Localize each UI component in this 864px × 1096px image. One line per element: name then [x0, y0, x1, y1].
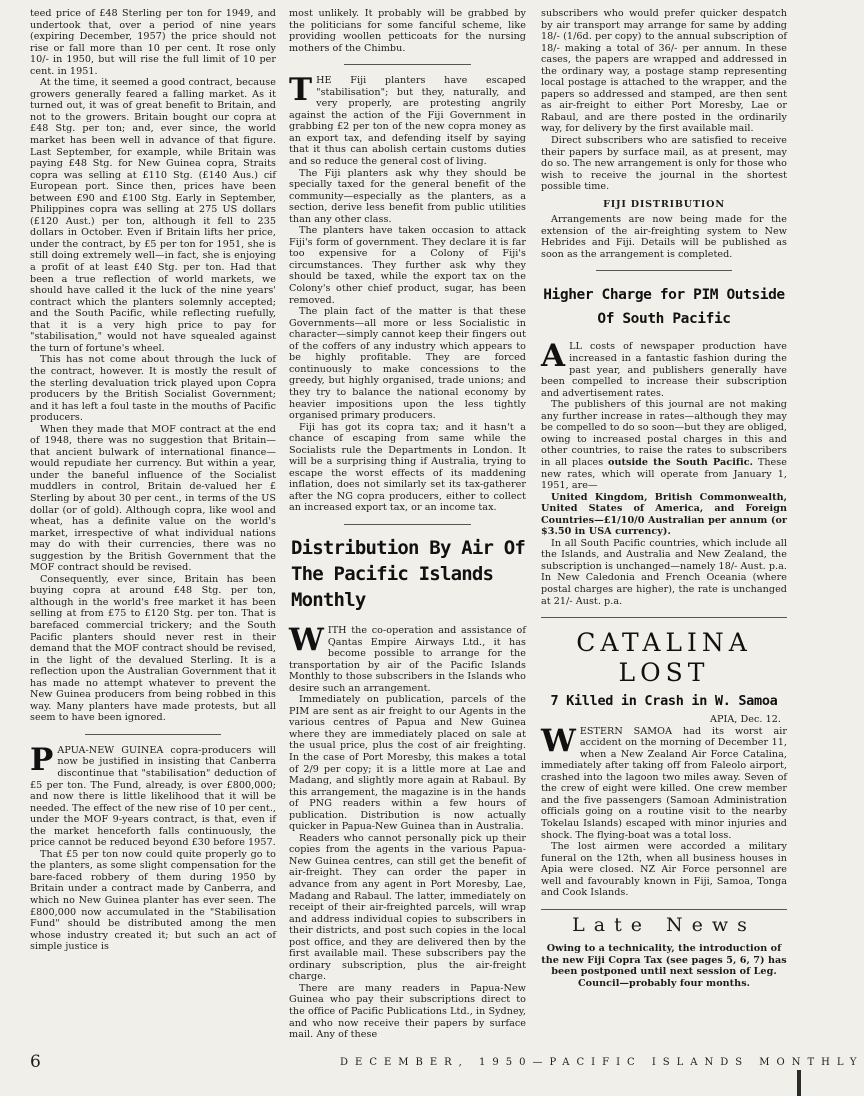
- drop-cap-paragraph: [289, 72, 526, 168]
- drop-cap: W: [541, 722, 576, 759]
- paragraph-text: These new rates, which will operate from January 1, 1951, are—: [541, 456, 787, 492]
- paragraph: The lost airmen were accorded a military funeral on the 12th, when all business houses in Apia were closed. NZ Air Force personnel are well and favourably known in Fiji, Samoa, Tonga and Cook Islands.: [541, 841, 787, 899]
- drop-cap: A: [541, 338, 566, 375]
- page-number: 6: [30, 1052, 41, 1072]
- paragraph: Consequently, ever since, Britain has been buying copra at around £48 Stg. per ton, although in the world's free market it has been selling at from £75 to £120 Stg. per ton. That is barefaced commercial trickery; and the South Pacific planters should never rest in their demand that the MOF contract should be revised, in the light of the devalued Sterling. It is a reflection upon the Australian Government that it has made no attempt whatever to prevent the New Guinea producers from being robbed in this way. Many planters have made protests, but all seem to have been ignored.: [30, 573, 276, 724]
- paragraph: In all South Pacific countries, which include all the Islands, and Australia and New Zealand, the subscription is unchanged—namely 18/- Aust. p.a. In New Caledonia and French Oceania (where postal charges are higher), the rate is unchanged at 21/- Aust. p.a.: [541, 537, 787, 607]
- section-subheading: FIJI DISTRIBUTION: [603, 198, 725, 210]
- late-news-text: Owing to a technicality, the introduction of the new Fiji Copra Tax (see pages 5, 6, 7) has been postponed until next session of Leg. Council—probably four months.: [541, 943, 787, 989]
- paragraph: subscribers who would prefer quicker despatch by air transport may arrange for same by adding 18/- (1/6d. per copy) to the annual subscription of 18/- making a total of 36/- per annum. In these cases, the papers are wrapped and addressed in the ordinary way, a postage stamp representing local postage is attached to the wrapper, and the papers so addressed and stamped, are then sent as air-freight to either Port Moresby, Lae or Rabaul, and are there posted in the ordinarily way, for delivery by the first available mail.: [541, 8, 787, 135]
- divider: [85, 734, 221, 735]
- column-2: [289, 8, 526, 1041]
- paragraph-text: ESTERN SAMOA had its worst air accident on the morning of December 11, when a New Zealand Air Force Catalina, immediately after taking off from Faleolo airport, crashed into the lagoon two miles away. Seven of the crew of eight were killed. One crew member and the five passengers (Samoan Administration officials going on a routine visit to the nearby Tokelau Islands) escaped with minor injuries and shock. The flying-boat was a total loss.: [541, 725, 787, 841]
- divider: [541, 909, 787, 910]
- emphasis-text: outside the South Pacific.: [608, 456, 754, 468]
- divider: [541, 617, 787, 618]
- drop-cap-paragraph: [289, 621, 526, 694]
- paragraph-text: The publishers of this journal are not making any further increase in rates—although they may be compelled to do so soon—but they are obliged, owing to increased postal charges in this and other countries, to raise the rates to subscribers in all places: [541, 399, 787, 468]
- paragraph: Immediately on publication, parcels of the PIM are sent as air freight to our Agents in the various centres of Papua and New Guinea where they are immediately placed on sale at the usual price, plus the cost of air freighting. In the case of Port Moresby, this makes a total of 2/9 per copy; it is a little more at Lae and Madang, and slightly more again at Rabaul. By this arrangement, the magazine is in the hands of PNG readers within a few hours of publication. Distribution is now actually quicker in Papua-New Guinea than in Australia.: [289, 694, 526, 833]
- drop-cap: P: [30, 741, 54, 778]
- divider: [344, 524, 471, 525]
- folio-line: DECEMBER, 1950—PACIFIC ISLANDS MONTHLY: [340, 1057, 864, 1068]
- paragraph: The plain fact of the matter is that these Governments—all more or less Socialistic in character—simply cannot keep their fingers out of the coffers of any industry which appears to be highly profitable. They are forced continuously to make concessions to the greedy, but highly organised, trade unions; and they try to balance the national economy by heavier impositions upon the less tightly organised primary producers.: [289, 306, 526, 422]
- column-3: [541, 8, 787, 990]
- divider: [596, 270, 732, 271]
- paragraph: Direct subscribers who are satisfied to receive their papers by surface mail, as at present, may do so. The new arrangement is only for those who wish to receive the journal in the shortest possible time.: [541, 135, 788, 193]
- paragraph: When they made that MOF contract at the end of 1948, there was no suggestion that Britain—that ancient bulwark of international finance—would repudiate her currency. But within a year, under the baneful influence of the Socialist muddlers in control, Britain de-valued her £ Sterling by about 30 per cent., in terms of the US dollar (or of gold). Although copra, like wool and wheat, has a definite value on the world's market, irrespective of what individual nations may do with their currencies, there was no suggestion by the British Government that the MOF contract should be revised.: [30, 423, 276, 574]
- paragraph: At the time, it seemed a good contract, because growers generally feared a falling market. As it turned out, it was of great benefit to Britain, and not to the growers. Britain bought our copra at £48 Stg. per ton; and, ever since, the world market has been well in advance of that figure. Last September, for example, while Britain was paying £48 Stg. for New Guinea copra, Straits copra was selling at £110 Stg. (£140 Aus.) cif European port. Since then, prices have been between £90 and £100 Stg. Early in September, Philippines copra was selling at 275 US dollars (£120 Aust.) per ton, although it fell to 235 dollars in October. Even if Britain lifts her price, under the contract, by £5 per ton for 1951, she is still doing extremely well—in fact, she is enjoying a profit of at least £40 Stg. per ton. Had that been a true reflection of world markets, we should have called it the luck of the nine years' contract which the planters solemnly accepted; and the South Pacific, while reflecting ruefully, that it is a very high price to pay for "stabilisation," would not have squealed against the turn of fortune's wheel.: [30, 77, 276, 354]
- paragraph: This has not come about through the luck of the contract, however. It is mostly the result of the sterling devaluation trick played upon Copra producers by the British Socialist Government; and it has left a foul taste in the mouths of Pacific producers.: [30, 354, 276, 424]
- paragraph: teed price of £48 Sterling per ton for 1949, and undertook that, over a period of nine years (expiring December, 1957) the price should not rise or fall more than 10 per cent. It rose only 10/- in 1950, but will rise the full limit of 10 per cent. in 1951.: [30, 8, 276, 77]
- paragraph: The Fiji planters ask why they should be specially taxed for the general benefit of the community—especially as the planters, as a section, derive less benefit from public utilities than any other class.: [289, 167, 526, 225]
- divider: [344, 64, 471, 65]
- paragraph-text: APUA-NEW GUINEA copra-producers will now be justified in insisting that Canberra discontinue that "stabilisation" deduction of £5 per ton. The Fund, already, is over £800,000; and now there is little likelihood that it will be needed. The effect of the new rise of 10 per cent., under the MOF 9-years contract, is that, even if the market henceforth falls continuously, the price cannot be reduced beyond £30 before 1957.: [30, 744, 277, 849]
- drop-cap: W: [289, 621, 324, 658]
- drop-cap-paragraph: [541, 338, 787, 399]
- paragraph: That £5 per ton now could quite properly go to the planters, as some slight compensation for the bare-faced robbery of them during 1950 by Britain under a contract made by Canberra, and which no New Guinea planter has ever seen. The £800,000 now accumulated in the "Stabilisation Fund" should be distributed among the men whose industry created it; but such an act of simple justice is: [30, 848, 276, 953]
- paragraph: most unlikely. It probably will be grabbed by the politicians for some fanciful scheme, like providing woollen petticoats for the nursing mothers of the Chimbu.: [289, 8, 526, 54]
- paragraph: Fiji has got its copra tax; and it hasn't a chance of escaping from same while the Socialists rule the Departments in London. It will be a surprising thing if Australia, trying to escape the worst effects of its maddening inflation, does not similarly set its tax-gatherer after the NG copra producers, either to collect an increased export tax, or an income tax.: [289, 421, 526, 514]
- article-subheadline: 7 Killed in Crash in W. Samoa: [550, 693, 778, 710]
- page-edge: [797, 1070, 801, 1096]
- late-news-heading: Late News: [572, 913, 756, 936]
- article-headline-distribution: Distribution By Air Of The Pacific Islands Monthly: [291, 536, 526, 611]
- paragraph: Arrangements are now being made for the extension of the air-freighting system to New Hebrides and Fiji. Details will be published as soon as the arrangement is completed.: [541, 214, 787, 260]
- page-footer: [30, 1052, 864, 1074]
- article-headline-catalina: CATALINA LOST: [576, 628, 752, 688]
- column-1: [30, 8, 276, 953]
- paragraph: Readers who cannot personally pick up their copies from the agents in the various Papua-New Guinea centres, can still get the benefit of air-freight. They can order the paper in advance from any agent in Port Moresby, Lae, Madang and Rabaul. The latter, immediately on receipt of their air-freighted parcels, will wrap and address individual copies to subscribers in their districts, and post such copies in the local post office, and they are delivered then by the first available mail. These subscribers pay the ordinary subscription, plus the air-freight charge.: [289, 832, 526, 983]
- paragraph-text: ITH the co-operation and assistance of Qantas Empire Airways Ltd., it has become possible to arrange for the transportation by air of the Pacific Islands Monthly to those subscribers in the Islands who desire such an arrangement.: [289, 624, 526, 694]
- paragraph: There are many readers in Papua-New Guinea who pay their subscriptions direct to the office of Pacific Publications Ltd., in Sydney, and who now receive their papers by surface mail. Any of these: [289, 982, 526, 1041]
- paragraph: The planters have taken occasion to attack Fiji's form of government. They declare it is far too expensive for a Colony of Fiji's circumstances. They further ask why they should be taxed, while the export tax on the Colony's other chief product, sugar, has been removed.: [289, 225, 526, 306]
- drop-cap-paragraph: [541, 722, 787, 841]
- article-headline-pim: Higher Charge for PIM Outside Of South Pacific: [543, 287, 785, 328]
- dateline: APIA, Dec. 12.: [710, 714, 781, 726]
- paragraph-text: LL costs of newspaper production have increased in a fantastic fashion during the past year, and publishers generally have been compelled to increase their subscription and advertisement rates.: [541, 341, 787, 399]
- paragraph: [541, 399, 787, 491]
- rates-paragraph: United Kingdom, British Commonwealth, United States of America, and Foreign Countries—£1/10/0 Australian per annum (or $3.50 in USA currency).: [541, 491, 787, 538]
- drop-cap: T: [289, 72, 313, 109]
- paragraph-text: HE Fiji planters have escaped "stabilisation"; but they, naturally, and very properly, are protesting angrily against the action of the Fiji Government in grabbing £2 per ton of the new copra money as an export tax, and defending itself by saying that it thus can abolish certain customs duties and so reduce the general cost of living.: [289, 75, 526, 168]
- drop-cap-paragraph: [30, 741, 277, 849]
